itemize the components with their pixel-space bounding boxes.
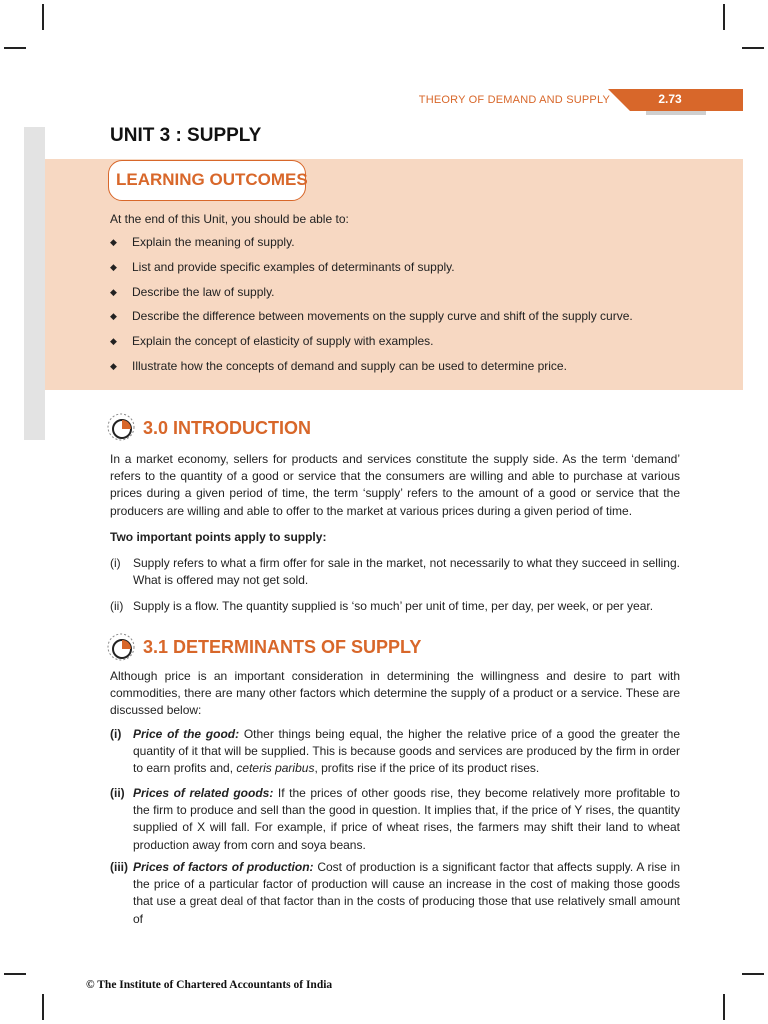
crop-mark xyxy=(723,994,725,1020)
bullet-icon: ◆ xyxy=(110,336,117,347)
page-number: 2.73 xyxy=(658,92,682,106)
list-item: ◆ Illustrate how the concepts of demand and supply can be used to determine price. xyxy=(110,358,567,373)
crop-mark xyxy=(4,973,26,975)
bullet-icon: ◆ xyxy=(110,286,117,297)
crop-mark xyxy=(742,973,764,975)
points-heading: Two important points apply to supply: xyxy=(110,530,327,544)
clock-icon xyxy=(106,632,136,662)
list-item: ◆ Describe the difference between movements on the supply curve and shift of the supply curve. xyxy=(110,309,633,324)
intro-paragraph: In a market economy, sellers for products and services constitute the supply side. As the term ‘demand’ refers to the quantity of a good or service that the consumers are willing and able to purchase at various prices during a given period of time, the term ‘supply’ refers to the amount of a good or service that the producers are willing and able to offer to the market at various prices during a given period of time. xyxy=(110,452,680,518)
bullet-icon: ◆ xyxy=(110,360,117,371)
footer-copyright: © The Institute of Chartered Accountants of India xyxy=(86,979,333,991)
crop-mark xyxy=(742,47,764,49)
section-heading-introduction: 3.0 INTRODUCTION xyxy=(143,418,312,438)
determinants-paragraph: Although price is an important consideration in determining the willingness and desire to part with commodities, there are many other factors which determine the supply of a product or a service. These are discussed below: xyxy=(110,669,680,718)
list-item: ◆ Explain the meaning of supply. xyxy=(110,235,295,249)
sidebar-strip xyxy=(24,127,45,440)
list-item: ◆ Describe the law of supply. xyxy=(110,284,275,299)
list-item: (i) Supply refers to what a firm offer for sale in the market, not necessarily to what they succeed in selling. What is offered may not get sold. xyxy=(110,556,680,588)
unit-title: UNIT 3 : SUPPLY xyxy=(110,125,262,146)
section-heading-determinants: 3.1 DETERMINANTS OF SUPPLY xyxy=(143,637,422,657)
clock-icon xyxy=(106,412,136,442)
crop-mark xyxy=(4,47,26,49)
bullet-icon: ◆ xyxy=(110,311,117,322)
list-item: (iii) Prices of factors of production: Cost of production is a significant factor that affects supply. A rise in the price of a particular factor of production will cause an increase in the cost of making those goods that use a great deal of that factor than in the costs of producing those that use relatively small amount of xyxy=(110,860,680,926)
learning-outcomes-list xyxy=(110,235,730,384)
list-item: (i) Price of the good: Other things being equal, the higher the relative price of a good the greater the quantity of it that will be supplied. This is because goods and services are produced by the firm in order to earn profits and, ceteris paribus, profits rise if the price of its product rises. xyxy=(110,727,680,776)
bullet-icon: ◆ xyxy=(110,237,117,247)
list-item: ◆ List and provide specific examples of determinants of supply. xyxy=(110,259,455,274)
list-item: (ii) Supply is a flow. The quantity supplied is ‘so much’ per unit of time, per day, per week, or per year. xyxy=(110,599,654,613)
learning-outcomes-heading: LEARNING OUTCOMES xyxy=(116,170,308,189)
running-title: THEORY OF DEMAND AND SUPPLY xyxy=(418,94,610,106)
list-item: ◆ Explain the concept of elasticity of supply with examples. xyxy=(110,334,434,349)
list-item: (ii) Prices of related goods: If the prices of other goods rise, they become relatively more profitable to the firm to produce and sell than the good in question. It implies that, if the price of Y rises, the quantity supplied of X will fall. For example, if price of wheat rises, the farmers may shift their land to wheat production away from corn and soya beans. xyxy=(110,786,680,852)
crop-mark xyxy=(42,4,44,30)
learning-outcomes-intro: At the end of this Unit, you should be able to: xyxy=(110,212,349,226)
crop-mark xyxy=(42,994,44,1020)
crop-mark xyxy=(723,4,725,30)
bullet-icon: ◆ xyxy=(110,261,117,272)
